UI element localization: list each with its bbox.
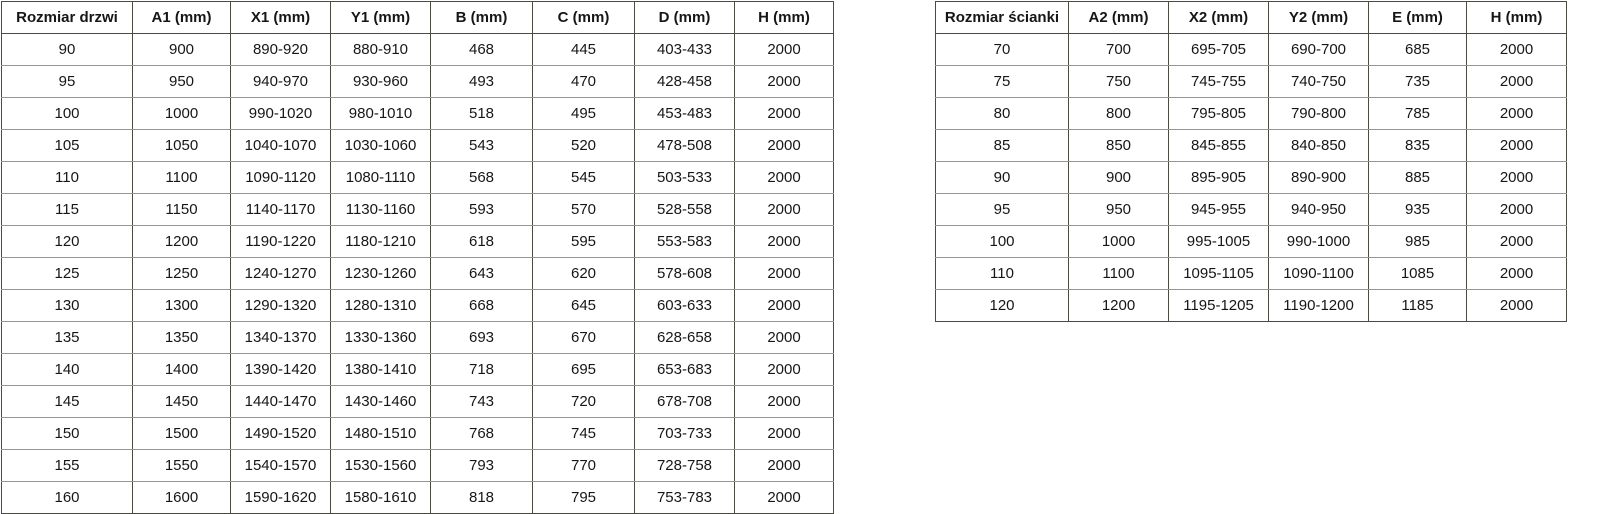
table-cell: 2000 — [735, 450, 834, 482]
table-cell: 518 — [431, 98, 533, 130]
table-cell: 700 — [1069, 34, 1169, 66]
table-cell: 1200 — [133, 226, 231, 258]
table-cell: 2000 — [1467, 66, 1567, 98]
door-size-table-container — [1, 1, 834, 514]
table-cell: 940-970 — [231, 66, 331, 98]
table-cell: 543 — [431, 130, 533, 162]
column-header: H (mm) — [735, 2, 834, 34]
table-cell: 2000 — [1467, 226, 1567, 258]
table-cell: 150 — [2, 418, 133, 450]
column-header: X1 (mm) — [231, 2, 331, 34]
table-cell: 930-960 — [331, 66, 431, 98]
table-cell: 1600 — [133, 482, 231, 514]
column-header: B (mm) — [431, 2, 533, 34]
table-cell: 145 — [2, 386, 133, 418]
table-cell: 735 — [1369, 66, 1467, 98]
table-cell: 2000 — [735, 98, 834, 130]
table-cell: 1080-1110 — [331, 162, 431, 194]
table-cell: 75 — [936, 66, 1069, 98]
table-cell: 1400 — [133, 354, 231, 386]
table-cell: 2000 — [735, 482, 834, 514]
table-cell: 2000 — [1467, 34, 1567, 66]
table-row — [2, 482, 834, 514]
table-cell: 1480-1510 — [331, 418, 431, 450]
table-cell: 568 — [431, 162, 533, 194]
table-row — [2, 450, 834, 482]
table-cell: 595 — [533, 226, 635, 258]
header-row — [2, 2, 834, 34]
table-cell: 690-700 — [1269, 34, 1369, 66]
table-row — [2, 418, 834, 450]
table-cell: 1280-1310 — [331, 290, 431, 322]
table-cell: 1330-1360 — [331, 322, 431, 354]
table-cell: 945-955 — [1169, 194, 1269, 226]
header-row — [936, 2, 1567, 34]
table-cell: 695-705 — [1169, 34, 1269, 66]
table-cell: 790-800 — [1269, 98, 1369, 130]
table-cell: 125 — [2, 258, 133, 290]
table-cell: 850 — [1069, 130, 1169, 162]
table-cell: 90 — [2, 34, 133, 66]
table-cell: 445 — [533, 34, 635, 66]
table-row — [2, 354, 834, 386]
table-cell: 1150 — [133, 194, 231, 226]
table-cell: 2000 — [735, 258, 834, 290]
table-cell: 2000 — [1467, 98, 1567, 130]
table-cell: 1090-1100 — [1269, 258, 1369, 290]
table-cell: 628-658 — [635, 322, 735, 354]
table-cell: 2000 — [735, 354, 834, 386]
table-cell: 950 — [133, 66, 231, 98]
table-cell: 468 — [431, 34, 533, 66]
table-cell: 728-758 — [635, 450, 735, 482]
table-cell: 880-910 — [331, 34, 431, 66]
table-cell: 428-458 — [635, 66, 735, 98]
table-cell: 1490-1520 — [231, 418, 331, 450]
table-row — [936, 194, 1567, 226]
table-cell: 453-483 — [635, 98, 735, 130]
table-cell: 478-508 — [635, 130, 735, 162]
table-cell: 2000 — [1467, 258, 1567, 290]
table-row — [2, 34, 834, 66]
table-cell: 603-633 — [635, 290, 735, 322]
table-cell: 1540-1570 — [231, 450, 331, 482]
table-cell: 1185 — [1369, 290, 1467, 322]
table-cell: 835 — [1369, 130, 1467, 162]
table-cell: 740-750 — [1269, 66, 1369, 98]
table-cell: 2000 — [735, 290, 834, 322]
table-cell: 995-1005 — [1169, 226, 1269, 258]
table-cell: 620 — [533, 258, 635, 290]
table-cell: 115 — [2, 194, 133, 226]
table-cell: 1440-1470 — [231, 386, 331, 418]
table-cell: 1180-1210 — [331, 226, 431, 258]
table-cell: 753-783 — [635, 482, 735, 514]
table-cell: 745-755 — [1169, 66, 1269, 98]
table-cell: 110 — [2, 162, 133, 194]
table-row — [936, 290, 1567, 322]
door-size-table — [1, 1, 834, 514]
table-cell: 1380-1410 — [331, 354, 431, 386]
table-cell: 1130-1160 — [331, 194, 431, 226]
table-cell: 935 — [1369, 194, 1467, 226]
table-cell: 95 — [2, 66, 133, 98]
table-cell: 528-558 — [635, 194, 735, 226]
table-cell: 470 — [533, 66, 635, 98]
column-header: Y2 (mm) — [1269, 2, 1369, 34]
table-cell: 90 — [936, 162, 1069, 194]
table-cell: 2000 — [1467, 194, 1567, 226]
table-cell: 105 — [2, 130, 133, 162]
table-cell: 900 — [133, 34, 231, 66]
table-cell: 1450 — [133, 386, 231, 418]
table-cell: 1195-1205 — [1169, 290, 1269, 322]
table-cell: 1100 — [1069, 258, 1169, 290]
table-cell: 890-920 — [231, 34, 331, 66]
table-cell: 785 — [1369, 98, 1467, 130]
table-cell: 703-733 — [635, 418, 735, 450]
table-cell: 1590-1620 — [231, 482, 331, 514]
table-cell: 1250 — [133, 258, 231, 290]
table-cell: 618 — [431, 226, 533, 258]
table-row — [2, 162, 834, 194]
wall-size-table — [935, 1, 1567, 322]
table-cell: 1390-1420 — [231, 354, 331, 386]
table-row — [936, 98, 1567, 130]
table-cell: 1140-1170 — [231, 194, 331, 226]
table-cell: 1550 — [133, 450, 231, 482]
table-row — [936, 258, 1567, 290]
table-cell: 985 — [1369, 226, 1467, 258]
table-cell: 645 — [533, 290, 635, 322]
table-cell: 653-683 — [635, 354, 735, 386]
table-cell: 950 — [1069, 194, 1169, 226]
table-row — [2, 290, 834, 322]
table-cell: 990-1020 — [231, 98, 331, 130]
table-cell: 2000 — [735, 162, 834, 194]
table-cell: 900 — [1069, 162, 1169, 194]
table-cell: 1090-1120 — [231, 162, 331, 194]
table-cell: 890-900 — [1269, 162, 1369, 194]
table-cell: 130 — [2, 290, 133, 322]
table-cell: 593 — [431, 194, 533, 226]
table-cell: 553-583 — [635, 226, 735, 258]
table-cell: 80 — [936, 98, 1069, 130]
table-cell: 720 — [533, 386, 635, 418]
table-cell: 1500 — [133, 418, 231, 450]
table-cell: 1190-1220 — [231, 226, 331, 258]
table-cell: 495 — [533, 98, 635, 130]
column-header: H (mm) — [1467, 2, 1567, 34]
table-cell: 1580-1610 — [331, 482, 431, 514]
table-row — [2, 258, 834, 290]
table-row — [936, 130, 1567, 162]
table-cell: 155 — [2, 450, 133, 482]
table-cell: 85 — [936, 130, 1069, 162]
table-cell: 795 — [533, 482, 635, 514]
table-cell: 668 — [431, 290, 533, 322]
table-cell: 678-708 — [635, 386, 735, 418]
table-cell: 503-533 — [635, 162, 735, 194]
column-header: E (mm) — [1369, 2, 1467, 34]
column-header: Rozmiar ścianki — [936, 2, 1069, 34]
table-cell: 2000 — [735, 226, 834, 258]
table-cell: 1530-1560 — [331, 450, 431, 482]
table-cell: 1350 — [133, 322, 231, 354]
table-cell: 845-855 — [1169, 130, 1269, 162]
table-cell: 1085 — [1369, 258, 1467, 290]
table-cell: 2000 — [735, 194, 834, 226]
table-row — [936, 226, 1567, 258]
table-row — [2, 98, 834, 130]
table-cell: 980-1010 — [331, 98, 431, 130]
wall-size-table-container — [935, 1, 1567, 322]
table-cell: 140 — [2, 354, 133, 386]
table-cell: 768 — [431, 418, 533, 450]
column-header: X2 (mm) — [1169, 2, 1269, 34]
table-cell: 793 — [431, 450, 533, 482]
table-cell: 745 — [533, 418, 635, 450]
table-cell: 1050 — [133, 130, 231, 162]
table-cell: 1230-1260 — [331, 258, 431, 290]
table-cell: 493 — [431, 66, 533, 98]
table-cell: 643 — [431, 258, 533, 290]
column-header: Y1 (mm) — [331, 2, 431, 34]
table-cell: 990-1000 — [1269, 226, 1369, 258]
table-cell: 578-608 — [635, 258, 735, 290]
table-cell: 2000 — [735, 66, 834, 98]
table-row — [936, 66, 1567, 98]
table-cell: 1290-1320 — [231, 290, 331, 322]
table-cell: 135 — [2, 322, 133, 354]
table-row — [2, 66, 834, 98]
table-cell: 2000 — [1467, 130, 1567, 162]
table-cell: 750 — [1069, 66, 1169, 98]
table-cell: 570 — [533, 194, 635, 226]
table-cell: 1030-1060 — [331, 130, 431, 162]
table-cell: 695 — [533, 354, 635, 386]
table-cell: 1000 — [133, 98, 231, 130]
table-cell: 743 — [431, 386, 533, 418]
table-row — [2, 322, 834, 354]
table-cell: 2000 — [1467, 162, 1567, 194]
table-cell: 693 — [431, 322, 533, 354]
table-cell: 120 — [936, 290, 1069, 322]
column-header: Rozmiar drzwi — [2, 2, 133, 34]
table-cell: 1430-1460 — [331, 386, 431, 418]
table-cell: 160 — [2, 482, 133, 514]
table-cell: 1240-1270 — [231, 258, 331, 290]
table-cell: 670 — [533, 322, 635, 354]
table-row — [936, 162, 1567, 194]
table-cell: 2000 — [735, 34, 834, 66]
table-cell: 818 — [431, 482, 533, 514]
column-header: D (mm) — [635, 2, 735, 34]
table-cell: 110 — [936, 258, 1069, 290]
column-header: A2 (mm) — [1069, 2, 1169, 34]
table-cell: 120 — [2, 226, 133, 258]
table-cell: 795-805 — [1169, 98, 1269, 130]
table-cell: 840-850 — [1269, 130, 1369, 162]
table-row — [2, 386, 834, 418]
table-row — [2, 194, 834, 226]
table-cell: 2000 — [1467, 290, 1567, 322]
table-row — [936, 34, 1567, 66]
table-cell: 940-950 — [1269, 194, 1369, 226]
table-row — [2, 130, 834, 162]
table-cell: 885 — [1369, 162, 1467, 194]
table-row — [2, 226, 834, 258]
table-cell: 2000 — [735, 386, 834, 418]
table-cell: 1040-1070 — [231, 130, 331, 162]
table-cell: 2000 — [735, 130, 834, 162]
table-cell: 2000 — [735, 418, 834, 450]
table-cell: 1300 — [133, 290, 231, 322]
table-cell: 895-905 — [1169, 162, 1269, 194]
table-cell: 520 — [533, 130, 635, 162]
table-cell: 770 — [533, 450, 635, 482]
table-cell: 1095-1105 — [1169, 258, 1269, 290]
table-cell: 1100 — [133, 162, 231, 194]
table-cell: 545 — [533, 162, 635, 194]
table-cell: 685 — [1369, 34, 1467, 66]
table-cell: 2000 — [735, 322, 834, 354]
table-cell: 1200 — [1069, 290, 1169, 322]
table-cell: 1340-1370 — [231, 322, 331, 354]
column-header: A1 (mm) — [133, 2, 231, 34]
table-cell: 1190-1200 — [1269, 290, 1369, 322]
table-cell: 800 — [1069, 98, 1169, 130]
column-header: C (mm) — [533, 2, 635, 34]
table-cell: 70 — [936, 34, 1069, 66]
table-cell: 718 — [431, 354, 533, 386]
table-cell: 95 — [936, 194, 1069, 226]
table-cell: 100 — [936, 226, 1069, 258]
table-cell: 403-433 — [635, 34, 735, 66]
table-cell: 1000 — [1069, 226, 1169, 258]
table-cell: 100 — [2, 98, 133, 130]
